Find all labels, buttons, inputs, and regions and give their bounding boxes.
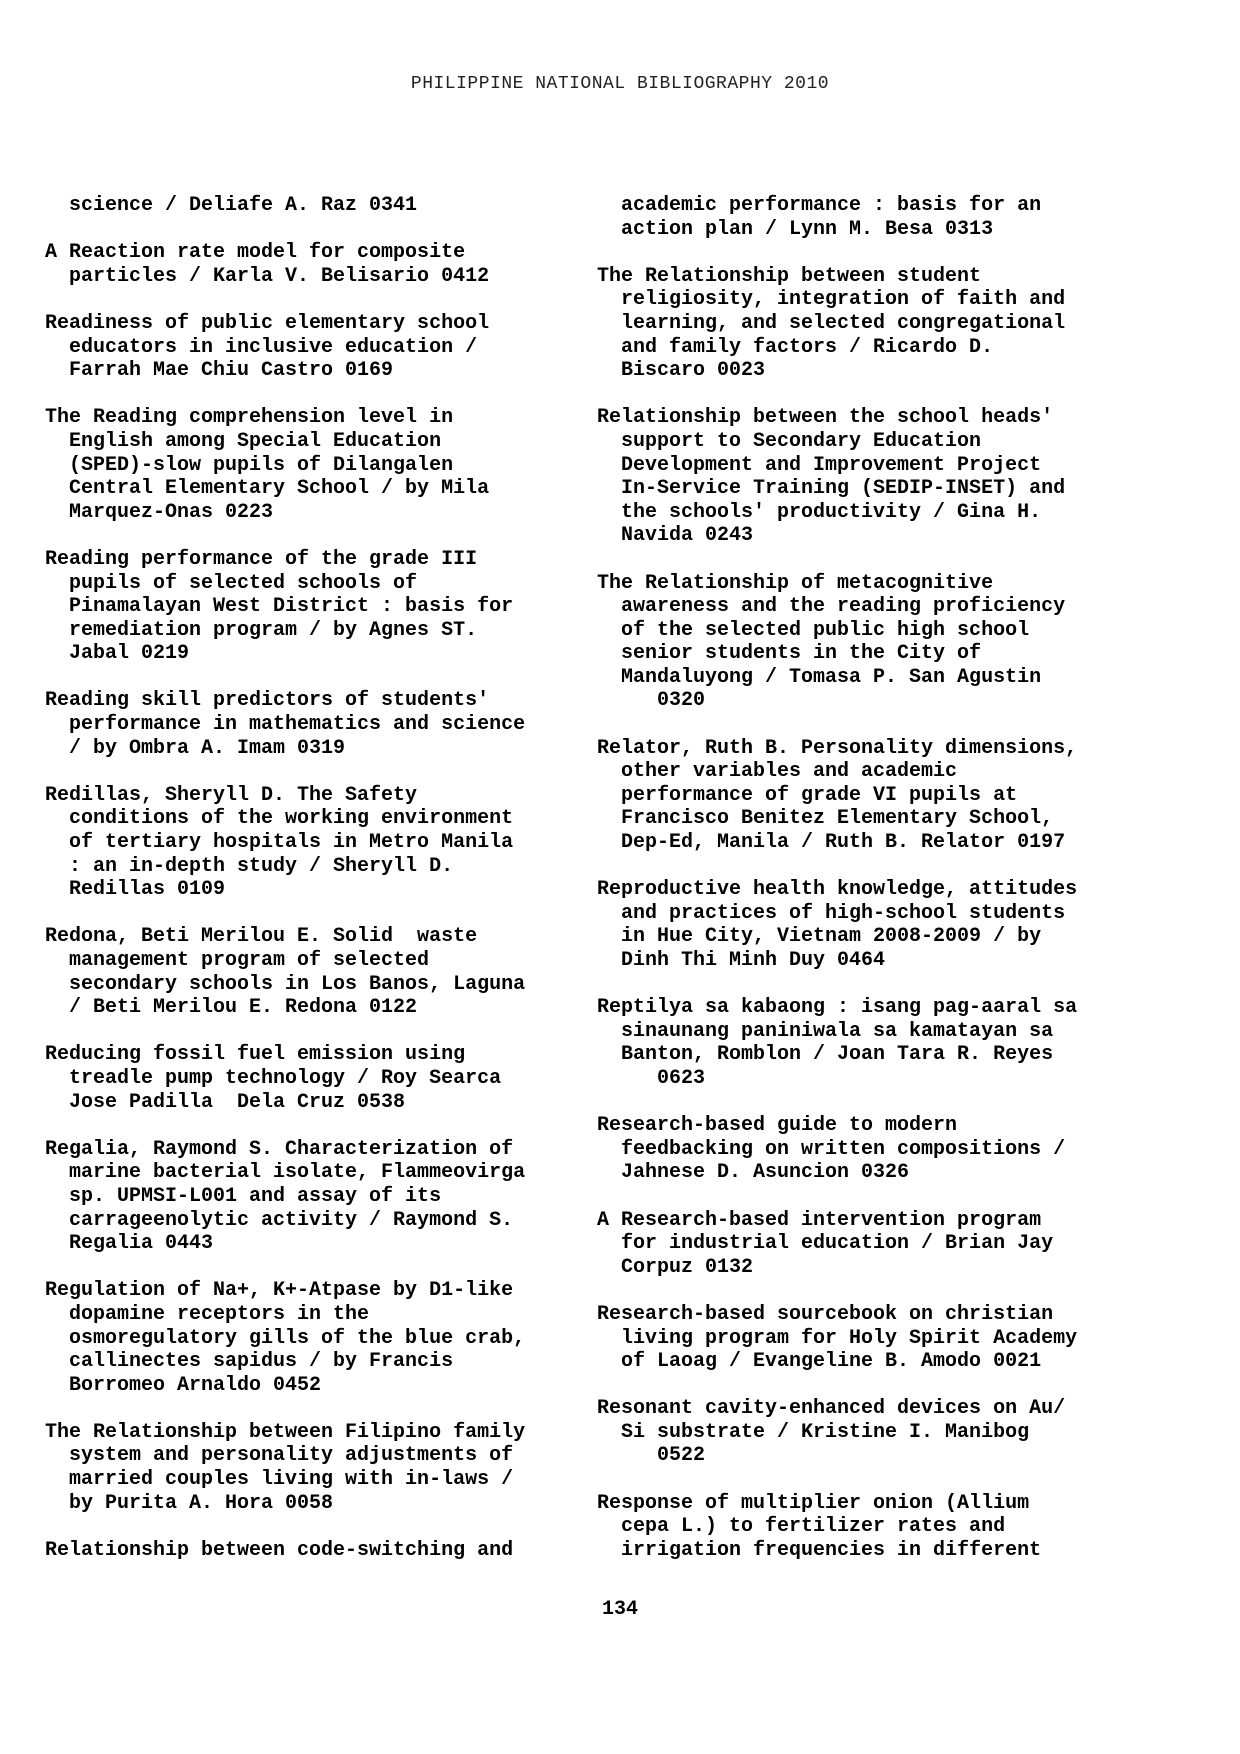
bibliography-entry: The Relationship between Filipino family system and personality adjustments of married couples living with in-laws / by Purita A. Hora 0058 [45, 1420, 526, 1515]
bibliography-entry: Reading skill predictors of students' performance in mathematics and science / by Ombra A. Imam 0319 [45, 689, 526, 760]
bibliography-entry: Relator, Ruth B. Personality dimensions, other variables and academic performance of grade VI pupils at Francisco Benitez Elementary School, Dep-Ed, Manila / Ruth B. Relator 0197 [597, 736, 1078, 855]
bibliography-entry: The Reading comprehension level in English among Special Education (SPED)-slow pupils of Dilangalen Central Elementary School / by Mila Marquez-Onas 0223 [45, 406, 490, 524]
right-column [597, 194, 1117, 1586]
bibliography-entry: The Relationship between student religiosity, integration of faith and learning, and selected congregational and family factors / Ricardo D. Biscaro 0023 [597, 264, 1066, 383]
bibliography-entry: Response of multiplier onion (Allium cepa L.) to fertilizer rates and irrigation frequencies in different [597, 1491, 1042, 1562]
bibliography-entry: A Research-based intervention program for industrial education / Brian Jay Corpuz 0132 [597, 1208, 1054, 1279]
bibliography-entry: Research-based sourcebook on christian living program for Holy Spirit Academy of Laoag / Evangeline B. Amodo 0021 [597, 1302, 1078, 1374]
bibliography-entry: academic performance : basis for an action plan / Lynn M. Besa 0313 [621, 194, 1042, 241]
bibliography-entry: Redona, Beti Merilou E. Solid waste management program of selected secondary schools in Los Banos, Laguna / Beti Merilou E. Redona 0122 [45, 925, 526, 1020]
bibliography-entry: Relationship between the school heads' support to Secondary Education Development and Improvement Project In-Service Training (SEDIP-INSET) and the schools' productivity / Gina H. Navida 0243 [597, 406, 1066, 548]
bibliography-entry: Regulation of Na+, K+-Atpase by D1-like dopamine receptors in the osmoregulatory gills of the blue crab, callinectes sapidus / by Francis Borromeo Arnaldo 0452 [45, 1279, 526, 1397]
bibliography-entry: The Relationship of metacognitive awareness and the reading proficiency of the selected public high school senior students in the City of Mandaluyong / Tomasa P. San Agustin 0320 [597, 571, 1066, 713]
page-header: PHILIPPINE NATIONAL BIBLIOGRAPHY 2010 [410, 74, 830, 94]
bibliography-entry: Regalia, Raymond S. Characterization of marine bacterial isolate, Flammeovirga sp. UPMSI-L001 and assay of its carrageenolytic activity / Raymond S. Regalia 0443 [45, 1137, 526, 1256]
left-column [45, 194, 565, 1586]
bibliography-entry: Readiness of public elementary school educators in inclusive education / Farrah Mae Chiu Castro 0169 [45, 311, 490, 383]
page-number: 134 [601, 1598, 638, 1621]
bibliography-entry: Reducing fossil fuel emission using treadle pump technology / Roy Searca Jose Padilla Dela Cruz 0538 [45, 1043, 502, 1114]
bibliography-entry: Redillas, Sheryll D. The Safety conditions of the working environment of tertiary hospitals in Metro Manila : an in-depth study / Sheryll D. Redillas 0109 [45, 783, 514, 902]
bibliography-entry: Reading performance of the grade III pupils of selected schools of Pinamalayan West District : basis for remediation program / by Agnes ST. Jabal 0219 [45, 547, 514, 666]
bibliography-entry: Reptilya sa kabaong : isang pag-aaral sa sinaunang paniniwala sa kamatayan sa Banton, Romblon / Joan Tara R. Reyes 0623 [597, 996, 1078, 1090]
bibliography-entry: Reproductive health knowledge, attitudes and practices of high-school students in Hue City, Vietnam 2008-2009 / by Dinh Thi Minh Duy 0464 [597, 878, 1078, 972]
bibliography-entry: A Reaction rate model for composite particles / Karla V. Belisario 0412 [45, 241, 490, 288]
bibliography-entry: Relationship between code-switching and [45, 1538, 514, 1562]
bibliography-entry: Research-based guide to modern feedbacking on written compositions / Jahnese D. Asuncion 0326 [597, 1114, 1066, 1185]
bibliography-entry: Resonant cavity-enhanced devices on Au/ Si substrate / Kristine I. Manibog 0522 [597, 1397, 1066, 1468]
bibliography-entry: science / Deliafe A. Raz 0341 [45, 194, 418, 217]
